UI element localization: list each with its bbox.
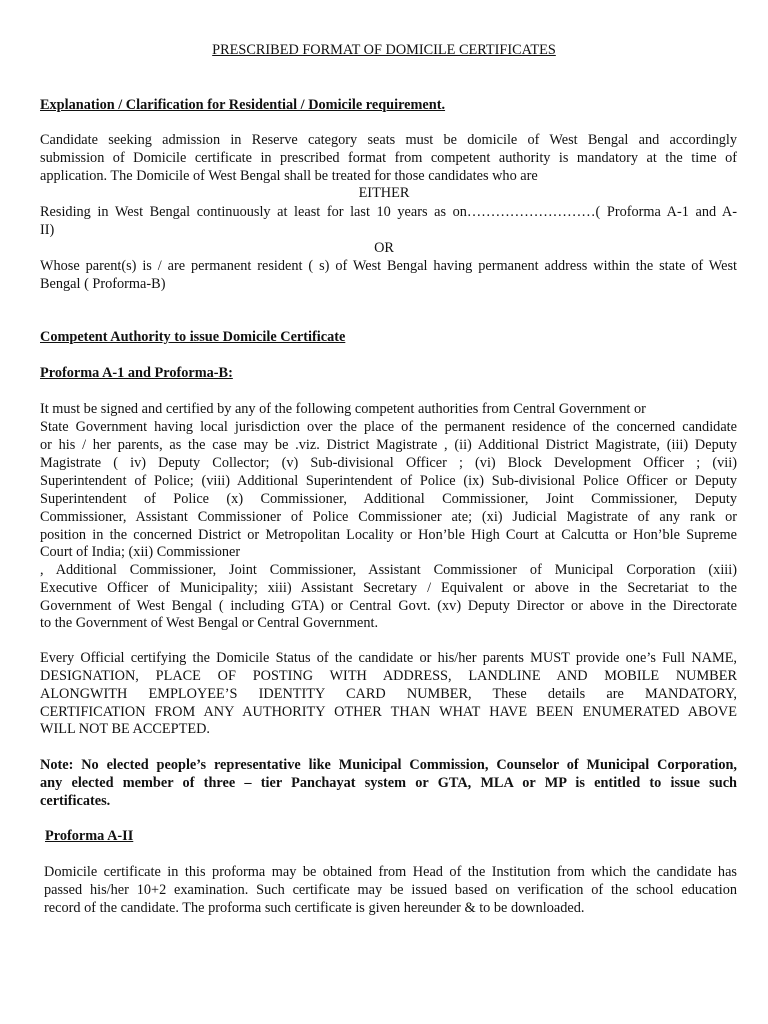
official-line: CERTIFICATION FROM ANY AUTHORITY OTHER THAN WHAT HAVE BEEN ENUMERATED ABOVE: [40, 704, 737, 720]
authority-line: Commissioner, Assistant Commissioner of Police Commissioner ate; (xi) Judicial Magistrate of any rank or: [40, 509, 737, 525]
authority-line: Government of West Bengal ( including GTA) or Central Govt. (xv) Deputy Director or above in the Directorate: [40, 598, 737, 614]
authority-line: Court of India; (xii) Commissioner: [40, 544, 241, 560]
authority-line: State Government having local jurisdiction over the place of the permanent residence of the concerned candidate: [40, 419, 737, 435]
a2-line: record of the candidate. The proforma such certificate is given hereunder & to be downloaded.: [44, 900, 585, 916]
either-label: EITHER: [358, 185, 410, 201]
note-line: Note: No elected people’s representative like Municipal Commission, Counselor of Municipal Corporation,: [40, 757, 737, 773]
page-title: PRESCRIBED FORMAT OF DOMICILE CERTIFICATES: [212, 42, 556, 58]
official-line: DESIGNATION, PLACE OF POSTING WITH ADDRESS, LANDLINE AND MOBILE NUMBER: [40, 668, 737, 684]
authority-line: or his / her parents, as the case may be .viz. District Magistrate , (ii) Additional District Magistrate, (iii) Deputy: [40, 437, 737, 453]
option1-line: II): [40, 222, 55, 238]
option1-line: Residing in West Bengal continuously at least for last 10 years as on………………………( Proforma A-1 and A-: [40, 204, 737, 220]
authority-line: Superintendent of Police (x) Commissioner, Additional Commissioner, Joint Commissioner, Deputy: [40, 491, 737, 507]
option2-line: Bengal ( Proforma-B): [40, 276, 166, 292]
authority-line: Superintendent of Police; (viii) Additional Superintendent of Police (ix) Sub-divisional Police Officer or Deputy: [40, 473, 737, 489]
option2-line: Whose parent(s) is / are permanent resident ( s) of West Bengal having permanent address within the state of West: [40, 258, 737, 274]
explanation-heading: Explanation / Clarification for Residential / Domicile requirement.: [40, 97, 446, 113]
official-line: Every Official certifying the Domicile Status of the candidate or his/her parents MUST provide one’s Full NAME,: [40, 650, 737, 666]
official-line: ALONGWITH EMPLOYEE’S IDENTITY CARD NUMBER, These details are MANDATORY,: [40, 686, 737, 702]
authority-line: to the Government of West Bengal or Central Government.: [40, 615, 379, 631]
authority-heading: Competent Authority to issue Domicile Certificate: [40, 329, 346, 345]
official-line: WILL NOT BE ACCEPTED.: [40, 721, 210, 737]
intro-line: submission of Domicile certificate in prescribed format from competent authority is mandatory at the time of: [40, 150, 737, 166]
authority-line: Executive Officer of Municipality; xiii) Assistant Secretary / Equivalent or above in the Secretariat to the: [40, 580, 737, 596]
a2-line: passed his/her 10+2 examination. Such certificate may be issued based on verification of the school education: [44, 882, 737, 898]
or-label: OR: [374, 240, 394, 256]
proforma-a1-b-heading: Proforma A-1 and Proforma-B:: [40, 365, 233, 381]
authority-line: Magistrate ( iv) Deputy Collector; (v) Sub-divisional Officer ; (vi) Block Development Officer ; (vii): [40, 455, 737, 471]
proforma-a2-heading: Proforma A-II: [45, 828, 134, 844]
note-line: certificates.: [40, 793, 111, 809]
note-line: any elected member of three – tier Panchayat system or GTA, MLA or MP is entitled to issue such: [40, 775, 737, 791]
authority-line: It must be signed and certified by any of the following competent authorities from Central Government or: [40, 401, 646, 417]
intro-line: application. The Domicile of West Bengal shall be treated for those candidates who are: [40, 168, 538, 184]
authority-line: position in the concerned District or Metropolitan Locality or Hon’ble High Court at Calcutta or Hon’ble Supreme: [40, 527, 737, 543]
authority-line: , Additional Commissioner, Joint Commissioner, Assistant Commissioner of Municipal Corporation (xiii): [40, 562, 737, 578]
a2-line: Domicile certificate in this proforma may be obtained from Head of the Institution from which the candidate has: [44, 864, 737, 880]
intro-line: Candidate seeking admission in Reserve category seats must be domicile of West Bengal and accordingly: [40, 132, 737, 148]
